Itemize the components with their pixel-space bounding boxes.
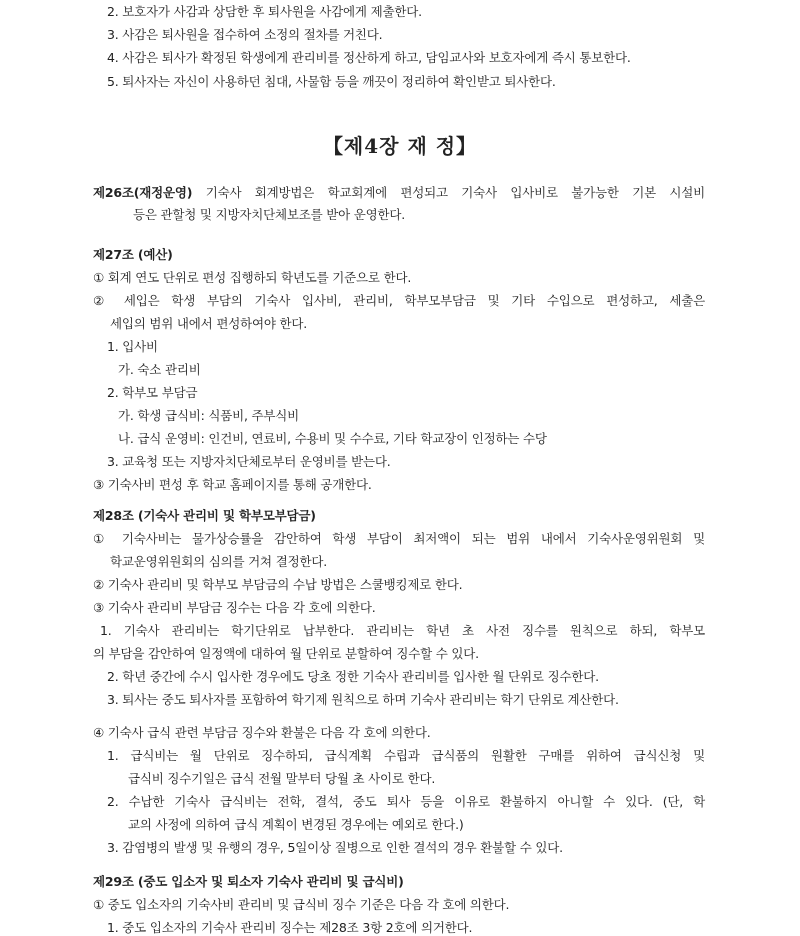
list-item: 2. 학년 중간에 수시 입사한 경우에도 당초 정한 기숙사 관리비를 입사한 월 단위로 징수한다. — [107, 669, 599, 684]
paragraph: 세입의 범위 내에서 편성하여야 한다. — [110, 316, 307, 331]
list-item: 2. 보호자가 사감과 상담한 후 퇴사원을 사감에게 제출한다. — [107, 4, 422, 19]
paragraph: ④ 기숙사 급식 관련 부담금 징수와 환불은 다음 각 호에 의한다. — [93, 725, 431, 740]
list-item: 2. 수납한 기숙사 급식비는 전학, 결석, 중도 퇴사 등을 이유로 환불하지 아니할 수 있다. (단, 학 — [107, 794, 705, 809]
article-heading: 제28조 (기숙사 관리비 및 학부모부담금) — [93, 508, 316, 523]
list-item: 1. 중도 입소자의 기숙사 관리비 징수는 제28조 3항 2호에 의거한다. — [107, 920, 473, 935]
list-item: 3. 교육청 또는 지방자치단체로부터 운영비를 받는다. — [107, 454, 391, 469]
paragraph: ① 기숙사비는 물가상승률을 감안하여 학생 부담이 최저액이 되는 범위 내에서 기숙사운영위원회 및 — [93, 531, 705, 546]
list-item: 교의 사정에 의하여 급식 계획이 변경된 경우에는 예외로 한다.) — [128, 817, 464, 832]
paragraph: ② 세입은 학생 부담의 기숙사 입사비, 관리비, 학부모부담금 및 기타 수입으로 편성하고, 세출은 — [93, 293, 705, 308]
paragraph: ① 중도 입소자의 기숙사비 관리비 및 급식비 징수 기준은 다음 각 호에 의한다. — [93, 897, 510, 912]
list-item: 의 부담을 감안하여 일정액에 대하여 월 단위로 분할하여 징수할 수 있다. — [93, 646, 479, 661]
paragraph: ③ 기숙사 관리비 부담금 징수는 다음 각 호에 의한다. — [93, 600, 376, 615]
list-item: 가. 학생 급식비: 식품비, 주부식비 — [118, 408, 300, 423]
list-item: 1. 급식비는 월 단위로 징수하되, 급식계획 수립과 급식품의 원활한 구매를 위하여 급식신청 및 — [107, 748, 705, 763]
chapter-title: 【제4장 재 정】 — [322, 134, 478, 158]
paragraph: ② 기숙사 관리비 및 학부모 부담금의 수납 방법은 스쿨뱅킹제로 한다. — [93, 577, 463, 592]
list-item: 5. 퇴사자는 자신이 사용하던 침대, 사물함 등을 깨끗이 정리하여 확인받고 퇴사한다. — [107, 74, 556, 89]
list-item: 3. 퇴사는 중도 퇴사자를 포함하여 학기제 원칙으로 하며 기숙사 관리비는 학기 단위로 계산한다. — [107, 692, 619, 707]
article-text: 기숙사 회계방법은 학교회계에 편성되고 기숙사 입사비로 불가능한 기본 시설비 — [205, 185, 705, 200]
list-item: 4. 사감은 퇴사가 확정된 학생에게 관리비를 정산하게 하고, 담임교사와 보호자에게 즉시 통보한다. — [107, 50, 631, 65]
article-text: 등은 관할청 및 지방자치단체보조를 받아 운영한다. — [133, 207, 406, 222]
article-heading: 제27조 (예산) — [93, 247, 173, 262]
paragraph: 학교운영위원회의 심의를 거쳐 결정한다. — [110, 554, 327, 569]
list-item: 3. 감염병의 발생 및 유행의 경우, 5일이상 질병으로 인한 결석의 경우 환불할 수 있다. — [107, 840, 563, 855]
paragraph: ③ 기숙사비 편성 후 학교 홈페이지를 통해 공개한다. — [93, 477, 372, 492]
list-item: 급식비 징수기일은 급식 전월 말부터 당월 초 사이로 한다. — [128, 771, 436, 786]
paragraph: ① 회계 연도 단위로 편성 집행하되 학년도를 기준으로 한다. — [93, 270, 412, 285]
article-heading: 제29조 (중도 입소자 및 퇴소자 기숙사 관리비 및 급식비) — [93, 874, 404, 889]
list-item: 나. 급식 운영비: 인건비, 연료비, 수용비 및 수수료, 기타 학교장이 인정하는 수당 — [118, 431, 547, 446]
list-item: 1. 입사비 — [107, 339, 158, 354]
list-item: 3. 사감은 퇴사원을 접수하여 소정의 절차를 거친다. — [107, 27, 383, 42]
list-item: 가. 숙소 관리비 — [118, 362, 201, 377]
article-heading: 제26조(재정운영) — [93, 185, 193, 200]
list-item: 1. 기숙사 관리비는 학기단위로 납부한다. 관리비는 학년 초 사전 징수를 원칙으로 하되, 학부모 — [100, 623, 705, 638]
list-item: 2. 학부모 부담금 — [107, 385, 198, 400]
article-26 — [93, 185, 705, 201]
